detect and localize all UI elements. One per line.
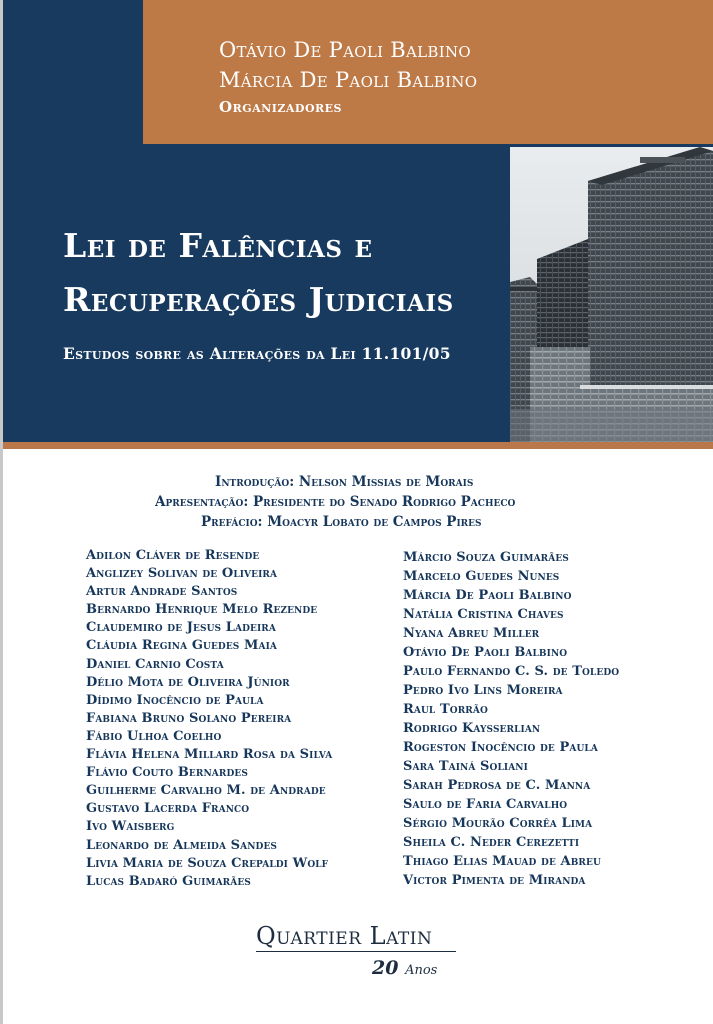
contributor-name: Rogeston Inocêncio de Paula	[403, 740, 598, 755]
contributor-name: Fabiana Bruno Solano Pereira	[86, 710, 292, 726]
contributors-right-column	[403, 548, 619, 890]
book-title-line-1: Lei de Falências e	[63, 226, 373, 265]
contributor-name: Victor Pimenta de Miranda	[403, 873, 586, 888]
contributor-name: Ivo Waisberg	[86, 819, 175, 835]
anniversary-mark	[372, 957, 437, 979]
credit-line: Prefácio: Moacyr Lobato de Campos Pires	[201, 514, 482, 530]
contributor-name: Adilon Cláver de Resende	[86, 548, 260, 563]
contributor-name: Rodrigo Kaysserlian	[403, 721, 541, 736]
contributor-name: Flávio Couto Bernardes	[86, 765, 248, 781]
book-title-line-2: Recuperações Judiciais	[63, 280, 454, 319]
divider-bar	[0, 442, 713, 449]
contributor-name: Dídimo Inocêncio de Paula	[86, 692, 264, 708]
contributor-name: Pedro Ivo Lins Moreira	[403, 683, 563, 698]
publisher-logo: Quartier Latin	[256, 922, 433, 950]
contributor-name: Cláudia Regina Guedes Maia	[86, 638, 277, 654]
contributor-name: Daniel Carnio Costa	[86, 656, 224, 672]
contributor-name: Lucas Badaró Guimarães	[86, 873, 251, 889]
author-name: Otávio De Paoli Balbino	[219, 38, 471, 62]
contributor-name: Nyana Abreu Miller	[403, 626, 540, 641]
contributor-name: Claudemiro de Jesus Ladeira	[86, 620, 276, 636]
organizers-label: Organizadores	[219, 98, 342, 116]
contributor-name: Flávia Helena Millard Rosa da Silva	[86, 747, 333, 763]
contributor-name: Otávio De Paoli Balbino	[403, 645, 568, 660]
anniversary-number: 20	[372, 957, 399, 979]
contributor-name: Sheila C. Neder Cerezetti	[403, 835, 580, 850]
contributor-name: Leonardo de Almeida Sandes	[86, 837, 278, 853]
contributor-name: Sarah Pedrosa de C. Manna	[403, 778, 591, 793]
contributor-name: Thiago Elias Mauad de Abreu	[403, 854, 601, 869]
author-name: Márcia De Paoli Balbino	[219, 68, 478, 92]
authors-band	[143, 0, 713, 144]
contributor-name: Livia Maria de Souza Crepaldi Wolf	[86, 855, 329, 871]
contributor-name: Márcio Souza Guimarães	[403, 550, 569, 565]
credit-line: Introdução: Nelson Missias de Morais	[215, 474, 474, 490]
contributor-name: Gustavo Lacerda Franco	[86, 801, 250, 817]
credit-line: Apresentação: Presidente do Senado Rodrigo Pacheco	[155, 494, 516, 510]
contributor-name: Délio Mota de Oliveira Júnior	[86, 674, 290, 690]
contributors-left-column	[86, 547, 332, 891]
contributor-name: Guilherme Carvalho M. de Andrade	[86, 783, 326, 799]
contributor-name: Fábio Ulhoa Coelho	[86, 728, 222, 744]
skyscraper-photo	[510, 147, 713, 442]
contributor-name: Natália Cristina Chaves	[403, 607, 564, 622]
contributor-name: Sara Tainá Soliani	[403, 759, 528, 774]
contributor-name: Márcia De Paoli Balbino	[403, 588, 572, 603]
contributor-name: Saulo de Faria Carvalho	[403, 797, 568, 812]
contributor-name: Raul Torrão	[403, 702, 488, 717]
contributor-name: Sérgio Mourão Corrêa Lima	[403, 816, 593, 831]
contributor-name: Artur Andrade Santos	[86, 584, 238, 600]
anniversary-word: Anos	[405, 963, 438, 978]
publisher-rule	[256, 951, 456, 952]
contributor-name: Bernardo Henrique Melo Rezende	[86, 602, 318, 618]
page-edge	[0, 0, 3, 1024]
contributor-name: Marcelo Guedes Nunes	[403, 569, 560, 584]
contributor-name: Paulo Fernando C. S. de Toledo	[403, 664, 620, 679]
book-subtitle: Estudos sobre as Alterações da Lei 11.101/05	[63, 344, 451, 363]
contributor-name: Anglizey Solivan de Oliveira	[86, 566, 278, 582]
